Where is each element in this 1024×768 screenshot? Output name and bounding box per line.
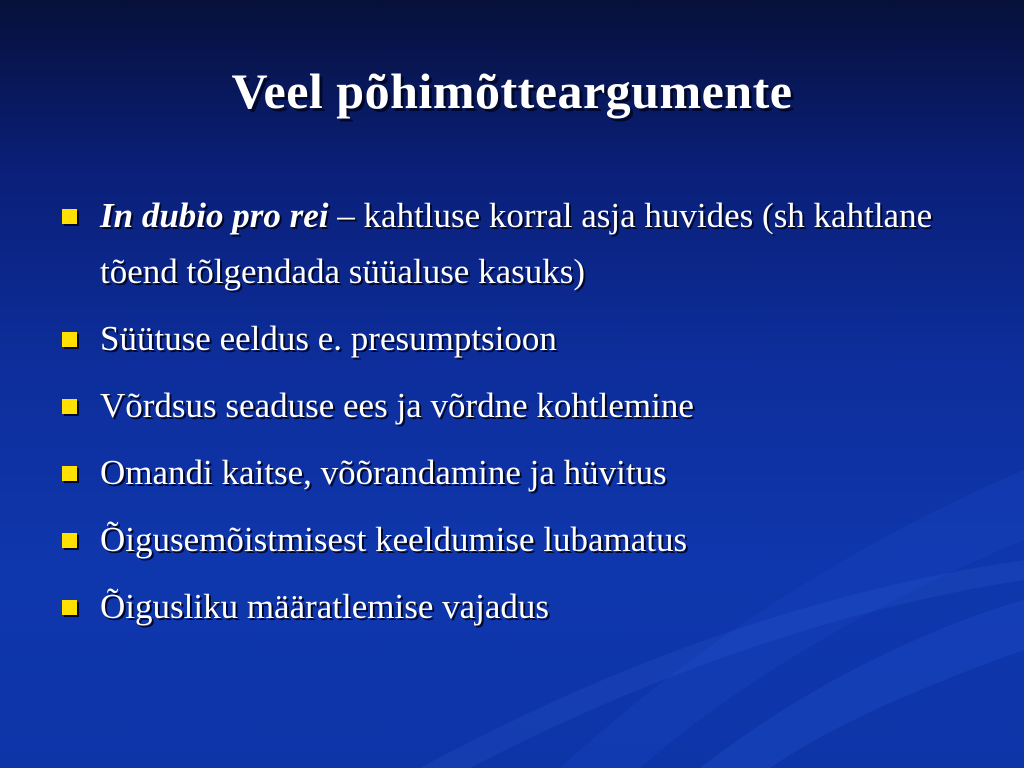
list-item [62, 378, 962, 434]
list-item [62, 311, 962, 367]
list-item-text: – kahtluse korral asja huvides (sh kahtlane tõend tõlgendada süüaluse kasuks) [100, 196, 933, 291]
square-bullet-icon [62, 209, 77, 224]
square-bullet-icon [62, 466, 77, 481]
list-item-text: Õigusemõistmisest keeldumise lubamatus [100, 520, 688, 559]
list-item-text: Omandi kaitse, võõrandamine ja hüvitus [100, 453, 667, 492]
page-title: Veel põhimõtteargumente [231, 63, 793, 119]
list-item-text: Õigusliku määratlemise vajadus [100, 587, 550, 626]
square-bullet-icon [62, 533, 77, 548]
square-bullet-icon [62, 332, 77, 347]
list-item-text: Süütuse eeldus e. presumptsioon [100, 319, 557, 358]
list-item-text: Võrdsus seaduse ees ja võrdne kohtlemine [100, 386, 694, 425]
list-item [62, 188, 962, 300]
square-bullet-icon [62, 600, 77, 615]
bullet-list [62, 188, 962, 646]
latin-term: In dubio pro rei [100, 196, 329, 235]
list-item [62, 512, 962, 568]
square-bullet-icon [62, 399, 77, 414]
list-item [62, 445, 962, 501]
list-item [62, 579, 962, 635]
